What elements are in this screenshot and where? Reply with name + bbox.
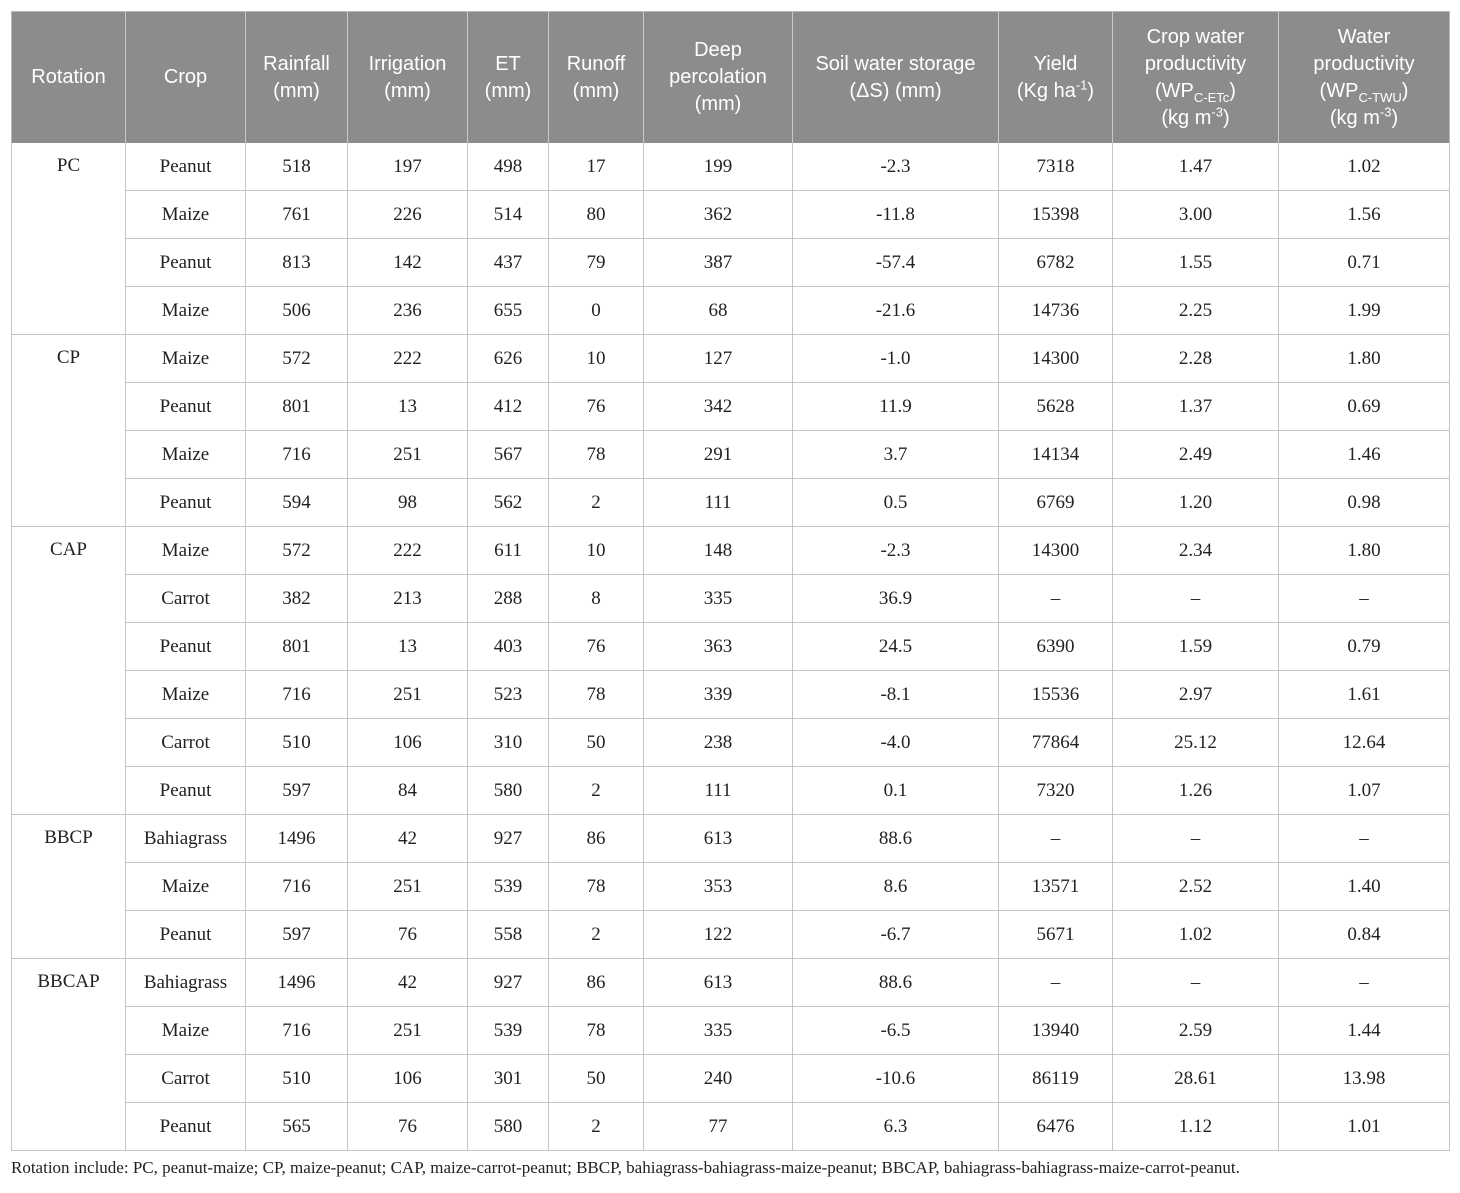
rainfall-cell: 597 bbox=[246, 911, 348, 959]
et-cell: 498 bbox=[468, 143, 549, 191]
rainfall-cell: 801 bbox=[246, 623, 348, 671]
deep-percolation-cell: 342 bbox=[644, 383, 793, 431]
runoff-cell: 17 bbox=[549, 143, 644, 191]
yield-cell: 6782 bbox=[999, 239, 1113, 287]
rotation-cell: BBCAP bbox=[12, 959, 126, 1151]
water-productivity-cell: – bbox=[1279, 575, 1450, 623]
water-productivity-cell: 0.69 bbox=[1279, 383, 1450, 431]
table-row bbox=[12, 527, 1450, 575]
water-productivity-cell: 12.64 bbox=[1279, 719, 1450, 767]
deep-percolation-cell: 111 bbox=[644, 767, 793, 815]
yield-cell: 7320 bbox=[999, 767, 1113, 815]
deep-percolation-cell: 387 bbox=[644, 239, 793, 287]
deep-percolation-cell: 353 bbox=[644, 863, 793, 911]
header-rainfall: Rainfall (mm) bbox=[246, 12, 348, 144]
crop-water-productivity-cell: 2.49 bbox=[1113, 431, 1279, 479]
header-crop: Crop bbox=[126, 12, 246, 144]
table-row bbox=[12, 911, 1450, 959]
runoff-cell: 2 bbox=[549, 911, 644, 959]
irrigation-cell: 42 bbox=[348, 815, 468, 863]
crop-water-productivity-cell: 25.12 bbox=[1113, 719, 1279, 767]
table-row bbox=[12, 239, 1450, 287]
yield-cell: 15536 bbox=[999, 671, 1113, 719]
table-row bbox=[12, 143, 1450, 191]
et-cell: 655 bbox=[468, 287, 549, 335]
irrigation-cell: 197 bbox=[348, 143, 468, 191]
irrigation-cell: 226 bbox=[348, 191, 468, 239]
rainfall-cell: 594 bbox=[246, 479, 348, 527]
yield-cell: 6476 bbox=[999, 1103, 1113, 1151]
soil-water-storage-cell: -2.3 bbox=[793, 527, 999, 575]
irrigation-cell: 98 bbox=[348, 479, 468, 527]
et-cell: 580 bbox=[468, 1103, 549, 1151]
deep-percolation-cell: 238 bbox=[644, 719, 793, 767]
soil-water-storage-cell: -21.6 bbox=[793, 287, 999, 335]
crop-water-productivity-cell: 2.59 bbox=[1113, 1007, 1279, 1055]
runoff-cell: 76 bbox=[549, 383, 644, 431]
deep-percolation-cell: 613 bbox=[644, 815, 793, 863]
rainfall-cell: 716 bbox=[246, 1007, 348, 1055]
crop-water-productivity-cell: – bbox=[1113, 959, 1279, 1007]
water-productivity-cell: 1.61 bbox=[1279, 671, 1450, 719]
table-row bbox=[12, 623, 1450, 671]
water-productivity-cell: 1.44 bbox=[1279, 1007, 1450, 1055]
rainfall-cell: 510 bbox=[246, 1055, 348, 1103]
et-cell: 288 bbox=[468, 575, 549, 623]
rainfall-cell: 572 bbox=[246, 335, 348, 383]
yield-cell: 14736 bbox=[999, 287, 1113, 335]
yield-cell: 77864 bbox=[999, 719, 1113, 767]
yield-cell: 14300 bbox=[999, 335, 1113, 383]
et-cell: 558 bbox=[468, 911, 549, 959]
rainfall-cell: 716 bbox=[246, 431, 348, 479]
irrigation-cell: 142 bbox=[348, 239, 468, 287]
rotation-cell: PC bbox=[12, 143, 126, 335]
yield-cell: 14134 bbox=[999, 431, 1113, 479]
runoff-cell: 10 bbox=[549, 527, 644, 575]
yield-cell: 13571 bbox=[999, 863, 1113, 911]
soil-water-storage-cell: -2.3 bbox=[793, 143, 999, 191]
table-row bbox=[12, 1103, 1450, 1151]
soil-water-storage-cell: -1.0 bbox=[793, 335, 999, 383]
irrigation-cell: 251 bbox=[348, 1007, 468, 1055]
crop-water-productivity-cell: 2.25 bbox=[1113, 287, 1279, 335]
table-row bbox=[12, 479, 1450, 527]
crop-cell: Peanut bbox=[126, 767, 246, 815]
yield-cell: 14300 bbox=[999, 527, 1113, 575]
yield-cell: 5628 bbox=[999, 383, 1113, 431]
runoff-cell: 50 bbox=[549, 719, 644, 767]
deep-percolation-cell: 111 bbox=[644, 479, 793, 527]
water-productivity-cell: 1.80 bbox=[1279, 527, 1450, 575]
water-productivity-cell: 1.07 bbox=[1279, 767, 1450, 815]
runoff-cell: 0 bbox=[549, 287, 644, 335]
header-et: ET (mm) bbox=[468, 12, 549, 144]
header-crop-water-productivity: Crop water productivity $(WP_{C-ETc})$ (kg $m^{-3}$) bbox=[1113, 12, 1279, 144]
water-productivity-cell: 0.79 bbox=[1279, 623, 1450, 671]
yield-cell: 6390 bbox=[999, 623, 1113, 671]
runoff-cell: 78 bbox=[549, 431, 644, 479]
table-container bbox=[11, 11, 1449, 1151]
runoff-cell: 2 bbox=[549, 479, 644, 527]
rainfall-cell: 801 bbox=[246, 383, 348, 431]
yield-cell: 5671 bbox=[999, 911, 1113, 959]
crop-cell: Maize bbox=[126, 863, 246, 911]
table-row bbox=[12, 1055, 1450, 1103]
crop-water-productivity-cell: 1.47 bbox=[1113, 143, 1279, 191]
water-productivity-cell: 13.98 bbox=[1279, 1055, 1450, 1103]
table-row bbox=[12, 383, 1450, 431]
soil-water-storage-cell: 88.6 bbox=[793, 959, 999, 1007]
irrigation-cell: 84 bbox=[348, 767, 468, 815]
rainfall-cell: 382 bbox=[246, 575, 348, 623]
rainfall-cell: 518 bbox=[246, 143, 348, 191]
rotation-cell: BBCP bbox=[12, 815, 126, 959]
water-productivity-cell: 1.02 bbox=[1279, 143, 1450, 191]
irrigation-cell: 42 bbox=[348, 959, 468, 1007]
crop-water-productivity-cell: 1.12 bbox=[1113, 1103, 1279, 1151]
et-cell: 301 bbox=[468, 1055, 549, 1103]
rainfall-cell: 1496 bbox=[246, 815, 348, 863]
et-cell: 514 bbox=[468, 191, 549, 239]
yield-cell: 86119 bbox=[999, 1055, 1113, 1103]
runoff-cell: 78 bbox=[549, 1007, 644, 1055]
crop-cell: Maize bbox=[126, 191, 246, 239]
crop-cell: Maize bbox=[126, 431, 246, 479]
crop-cell: Peanut bbox=[126, 911, 246, 959]
yield-cell: 13940 bbox=[999, 1007, 1113, 1055]
soil-water-storage-cell: -57.4 bbox=[793, 239, 999, 287]
soil-water-storage-cell: 24.5 bbox=[793, 623, 999, 671]
runoff-cell: 8 bbox=[549, 575, 644, 623]
deep-percolation-cell: 335 bbox=[644, 1007, 793, 1055]
header-deep-percolation: Deep percolation (mm) bbox=[644, 12, 793, 144]
crop-cell: Peanut bbox=[126, 1103, 246, 1151]
water-productivity-cell: – bbox=[1279, 959, 1450, 1007]
crop-water-productivity-cell: – bbox=[1113, 815, 1279, 863]
et-cell: 611 bbox=[468, 527, 549, 575]
header-irrigation: Irrigation (mm) bbox=[348, 12, 468, 144]
yield-cell: 15398 bbox=[999, 191, 1113, 239]
deep-percolation-cell: 77 bbox=[644, 1103, 793, 1151]
crop-water-productivity-cell: 1.59 bbox=[1113, 623, 1279, 671]
table-row bbox=[12, 959, 1450, 1007]
water-productivity-cell: 1.40 bbox=[1279, 863, 1450, 911]
crop-cell: Bahiagrass bbox=[126, 815, 246, 863]
rainfall-cell: 565 bbox=[246, 1103, 348, 1151]
table-body bbox=[12, 143, 1450, 1151]
deep-percolation-cell: 240 bbox=[644, 1055, 793, 1103]
et-cell: 927 bbox=[468, 815, 549, 863]
deep-percolation-cell: 199 bbox=[644, 143, 793, 191]
crop-cell: Peanut bbox=[126, 143, 246, 191]
crop-cell: Peanut bbox=[126, 383, 246, 431]
irrigation-cell: 106 bbox=[348, 1055, 468, 1103]
soil-water-storage-cell: 8.6 bbox=[793, 863, 999, 911]
crop-cell: Maize bbox=[126, 1007, 246, 1055]
et-cell: 437 bbox=[468, 239, 549, 287]
et-cell: 539 bbox=[468, 1007, 549, 1055]
et-cell: 580 bbox=[468, 767, 549, 815]
soil-water-storage-cell: -8.1 bbox=[793, 671, 999, 719]
irrigation-cell: 251 bbox=[348, 671, 468, 719]
et-cell: 626 bbox=[468, 335, 549, 383]
rainfall-cell: 813 bbox=[246, 239, 348, 287]
water-productivity-cell: 0.71 bbox=[1279, 239, 1450, 287]
rainfall-cell: 510 bbox=[246, 719, 348, 767]
crop-water-productivity-cell: 2.34 bbox=[1113, 527, 1279, 575]
soil-water-storage-cell: 0.5 bbox=[793, 479, 999, 527]
et-cell: 927 bbox=[468, 959, 549, 1007]
deep-percolation-cell: 613 bbox=[644, 959, 793, 1007]
crop-water-productivity-cell: 1.20 bbox=[1113, 479, 1279, 527]
irrigation-cell: 251 bbox=[348, 431, 468, 479]
irrigation-cell: 76 bbox=[348, 911, 468, 959]
crop-water-productivity-cell: 3.00 bbox=[1113, 191, 1279, 239]
et-cell: 403 bbox=[468, 623, 549, 671]
crop-water-productivity-cell: 2.28 bbox=[1113, 335, 1279, 383]
runoff-cell: 86 bbox=[549, 959, 644, 1007]
header-rotation: Rotation bbox=[12, 12, 126, 144]
runoff-cell: 2 bbox=[549, 1103, 644, 1151]
soil-water-storage-cell: -6.7 bbox=[793, 911, 999, 959]
deep-percolation-cell: 148 bbox=[644, 527, 793, 575]
et-cell: 567 bbox=[468, 431, 549, 479]
soil-water-storage-cell: 0.1 bbox=[793, 767, 999, 815]
table-row bbox=[12, 335, 1450, 383]
crop-cell: Bahiagrass bbox=[126, 959, 246, 1007]
table-row bbox=[12, 191, 1450, 239]
table-row bbox=[12, 863, 1450, 911]
runoff-cell: 50 bbox=[549, 1055, 644, 1103]
table-row bbox=[12, 287, 1450, 335]
rotation-cell: CP bbox=[12, 335, 126, 527]
et-cell: 539 bbox=[468, 863, 549, 911]
crop-water-productivity-cell: 28.61 bbox=[1113, 1055, 1279, 1103]
deep-percolation-cell: 362 bbox=[644, 191, 793, 239]
soil-water-storage-cell: -6.5 bbox=[793, 1007, 999, 1055]
runoff-cell: 80 bbox=[549, 191, 644, 239]
et-cell: 523 bbox=[468, 671, 549, 719]
water-productivity-cell: 1.46 bbox=[1279, 431, 1450, 479]
water-productivity-cell: – bbox=[1279, 815, 1450, 863]
soil-water-storage-cell: -11.8 bbox=[793, 191, 999, 239]
yield-cell: 7318 bbox=[999, 143, 1113, 191]
crop-cell: Maize bbox=[126, 671, 246, 719]
crop-water-productivity-cell: 1.37 bbox=[1113, 383, 1279, 431]
irrigation-cell: 13 bbox=[348, 623, 468, 671]
et-cell: 412 bbox=[468, 383, 549, 431]
table-row bbox=[12, 671, 1450, 719]
table-row bbox=[12, 719, 1450, 767]
table-row bbox=[12, 575, 1450, 623]
crop-water-productivity-cell: 1.02 bbox=[1113, 911, 1279, 959]
crop-cell: Maize bbox=[126, 287, 246, 335]
yield-cell: – bbox=[999, 959, 1113, 1007]
water-productivity-cell: 1.01 bbox=[1279, 1103, 1450, 1151]
irrigation-cell: 222 bbox=[348, 527, 468, 575]
deep-percolation-cell: 339 bbox=[644, 671, 793, 719]
crop-water-productivity-cell: 1.26 bbox=[1113, 767, 1279, 815]
header-soil-water-storage: Soil water storage (ΔS) (mm) bbox=[793, 12, 999, 144]
runoff-cell: 79 bbox=[549, 239, 644, 287]
crop-water-productivity-cell: 1.55 bbox=[1113, 239, 1279, 287]
crop-cell: Peanut bbox=[126, 623, 246, 671]
rainfall-cell: 1496 bbox=[246, 959, 348, 1007]
water-balance-table bbox=[11, 11, 1450, 1151]
irrigation-cell: 213 bbox=[348, 575, 468, 623]
header-row bbox=[12, 12, 1450, 144]
irrigation-cell: 251 bbox=[348, 863, 468, 911]
soil-water-storage-cell: -4.0 bbox=[793, 719, 999, 767]
table-row bbox=[12, 815, 1450, 863]
irrigation-cell: 236 bbox=[348, 287, 468, 335]
soil-water-storage-cell: 88.6 bbox=[793, 815, 999, 863]
crop-water-productivity-cell: 2.97 bbox=[1113, 671, 1279, 719]
crop-cell: Carrot bbox=[126, 575, 246, 623]
soil-water-storage-cell: 11.9 bbox=[793, 383, 999, 431]
table-row bbox=[12, 431, 1450, 479]
deep-percolation-cell: 68 bbox=[644, 287, 793, 335]
runoff-cell: 10 bbox=[549, 335, 644, 383]
rotation-cell: CAP bbox=[12, 527, 126, 815]
header-water-productivity: Water productivity $(WP_{C-TWU})$ (kg $m^{-3}$) bbox=[1279, 12, 1450, 144]
crop-cell: Maize bbox=[126, 527, 246, 575]
water-productivity-cell: 1.99 bbox=[1279, 287, 1450, 335]
table-row bbox=[12, 1007, 1450, 1055]
runoff-cell: 78 bbox=[549, 863, 644, 911]
water-productivity-cell: 1.80 bbox=[1279, 335, 1450, 383]
et-cell: 310 bbox=[468, 719, 549, 767]
deep-percolation-cell: 122 bbox=[644, 911, 793, 959]
rainfall-cell: 716 bbox=[246, 671, 348, 719]
runoff-cell: 78 bbox=[549, 671, 644, 719]
crop-cell: Peanut bbox=[126, 479, 246, 527]
crop-cell: Carrot bbox=[126, 1055, 246, 1103]
crop-cell: Carrot bbox=[126, 719, 246, 767]
deep-percolation-cell: 335 bbox=[644, 575, 793, 623]
water-productivity-cell: 0.98 bbox=[1279, 479, 1450, 527]
table-footnote: Rotation include: PC, peanut-maize; CP, maize-peanut; CAP, maize-carrot-peanut; BBCP, bahiagrass-bahiagrass-maize-peanut; BBCAP, bahiagrass-bahiagrass-maize-carrot-peanut. bbox=[11, 1158, 1240, 1177]
irrigation-cell: 222 bbox=[348, 335, 468, 383]
runoff-cell: 76 bbox=[549, 623, 644, 671]
irrigation-cell: 106 bbox=[348, 719, 468, 767]
rainfall-cell: 597 bbox=[246, 767, 348, 815]
crop-cell: Maize bbox=[126, 335, 246, 383]
runoff-cell: 2 bbox=[549, 767, 644, 815]
yield-cell: 6769 bbox=[999, 479, 1113, 527]
deep-percolation-cell: 127 bbox=[644, 335, 793, 383]
water-productivity-cell: 0.84 bbox=[1279, 911, 1450, 959]
rainfall-cell: 506 bbox=[246, 287, 348, 335]
yield-cell: – bbox=[999, 575, 1113, 623]
rainfall-cell: 716 bbox=[246, 863, 348, 911]
irrigation-cell: 76 bbox=[348, 1103, 468, 1151]
yield-cell: – bbox=[999, 815, 1113, 863]
irrigation-cell: 13 bbox=[348, 383, 468, 431]
deep-percolation-cell: 291 bbox=[644, 431, 793, 479]
water-productivity-cell: 1.56 bbox=[1279, 191, 1450, 239]
et-cell: 562 bbox=[468, 479, 549, 527]
crop-water-productivity-cell: 2.52 bbox=[1113, 863, 1279, 911]
header-yield: Yield (Kg $ha^{-1}$) bbox=[999, 12, 1113, 144]
table-row bbox=[12, 767, 1450, 815]
crop-cell: Peanut bbox=[126, 239, 246, 287]
runoff-cell: 86 bbox=[549, 815, 644, 863]
rainfall-cell: 572 bbox=[246, 527, 348, 575]
crop-water-productivity-cell: – bbox=[1113, 575, 1279, 623]
soil-water-storage-cell: 3.7 bbox=[793, 431, 999, 479]
header-runoff: Runoff (mm) bbox=[549, 12, 644, 144]
deep-percolation-cell: 363 bbox=[644, 623, 793, 671]
soil-water-storage-cell: -10.6 bbox=[793, 1055, 999, 1103]
soil-water-storage-cell: 6.3 bbox=[793, 1103, 999, 1151]
soil-water-storage-cell: 36.9 bbox=[793, 575, 999, 623]
rainfall-cell: 761 bbox=[246, 191, 348, 239]
